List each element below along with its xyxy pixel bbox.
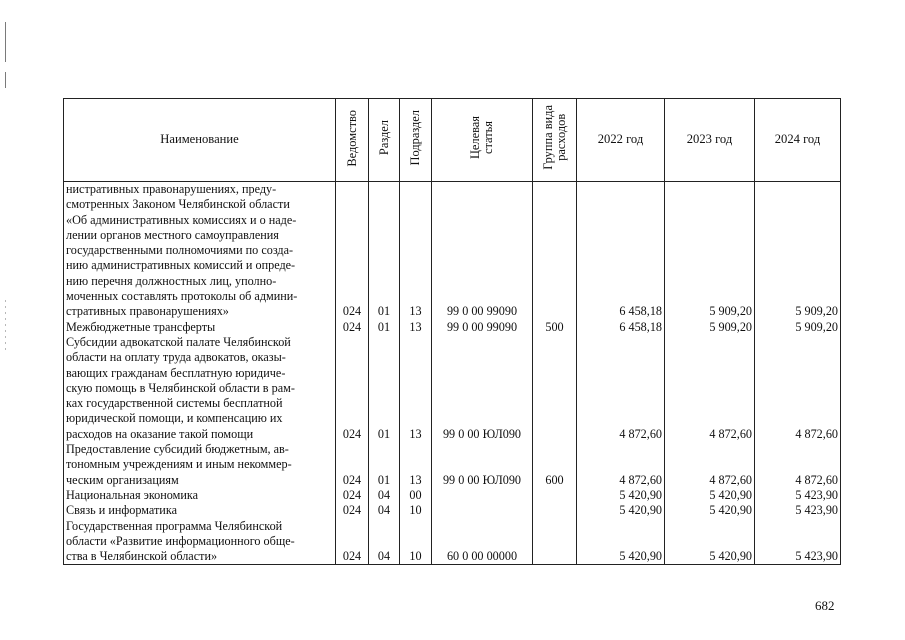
cell-razdel: 04 bbox=[369, 519, 400, 565]
cell-name-line: Национальная экономика bbox=[66, 487, 199, 502]
cell-vedomstvo: 024 bbox=[336, 182, 369, 320]
cell-2024: 4 872,60 bbox=[755, 335, 841, 442]
cell-2023: 5 909,20 bbox=[665, 320, 755, 335]
cell-razdel: 01 bbox=[369, 182, 400, 320]
table-row bbox=[64, 335, 841, 442]
cell-2022: 6 458,18 bbox=[577, 320, 665, 335]
cell-2024: 5 423,90 bbox=[755, 488, 841, 503]
cell-2023: 5 420,90 bbox=[665, 488, 755, 503]
cell-gruppa-vida bbox=[533, 503, 577, 518]
cell-celevaya-statya bbox=[432, 503, 533, 518]
cell-name bbox=[64, 320, 336, 335]
cell-name bbox=[64, 503, 336, 518]
header-row bbox=[64, 99, 841, 182]
table-row bbox=[64, 182, 841, 320]
cell-name-line: скую помощь в Челябинской области в рам- bbox=[66, 380, 295, 395]
cell-vedomstvo: 024 bbox=[336, 320, 369, 335]
cell-name-line: Межбюджетные трансферты bbox=[66, 319, 216, 334]
table-row bbox=[64, 320, 841, 335]
table-row bbox=[64, 442, 841, 488]
cell-name-line: области «Развитие информационного обще- bbox=[66, 533, 295, 548]
cell-2023: 5 420,90 bbox=[665, 503, 755, 518]
page-number: 682 bbox=[815, 598, 835, 613]
cell-name bbox=[64, 335, 336, 442]
scan-edge-mark bbox=[5, 22, 6, 62]
cell-podrazdel: 13 bbox=[400, 335, 432, 442]
cell-name-line: тономным учреждениям и иным некоммер- bbox=[66, 457, 292, 472]
cell-podrazdel: 00 bbox=[400, 488, 432, 503]
cell-2022: 5 420,90 bbox=[577, 488, 665, 503]
cell-celevaya-statya: 99 0 00 99090 bbox=[432, 320, 533, 335]
cell-name-line: стративных правонарушениях» bbox=[66, 304, 229, 319]
cell-podrazdel: 13 bbox=[400, 442, 432, 488]
cell-2023: 4 872,60 bbox=[665, 442, 755, 488]
cell-name-line: нистративных правонарушениях, преду- bbox=[66, 182, 277, 196]
cell-name-line: нию перечня должностных лиц, уполно- bbox=[66, 273, 277, 288]
cell-name-line: нию административных комиссий и опреде- bbox=[66, 258, 296, 273]
cell-gruppa-vida: 600 bbox=[533, 442, 577, 488]
cell-2024: 5 423,90 bbox=[755, 519, 841, 565]
cell-celevaya-statya: 99 0 00 ЮЛ090 bbox=[432, 442, 533, 488]
scan-edge-mark bbox=[5, 72, 6, 88]
cell-razdel: 01 bbox=[369, 442, 400, 488]
cell-name-line: государственными полномочиями по созда- bbox=[66, 243, 294, 258]
cell-name bbox=[64, 519, 336, 565]
header-2022: 2022 год bbox=[577, 99, 665, 182]
cell-podrazdel: 10 bbox=[400, 519, 432, 565]
cell-2023: 5 909,20 bbox=[665, 182, 755, 320]
cell-2023: 5 420,90 bbox=[665, 519, 755, 565]
cell-gruppa-vida bbox=[533, 519, 577, 565]
cell-2022: 4 872,60 bbox=[577, 442, 665, 488]
cell-celevaya-statya: 99 0 00 ЮЛ090 bbox=[432, 335, 533, 442]
scan-edge-dots bbox=[5, 300, 6, 352]
cell-name bbox=[64, 442, 336, 488]
cell-name-line: Связь и информатика bbox=[66, 503, 177, 518]
cell-name-line: ческим организациям bbox=[66, 472, 179, 487]
cell-name-line: Предоставление субсидий бюджетным, ав- bbox=[66, 442, 289, 457]
table-row bbox=[64, 519, 841, 565]
cell-vedomstvo: 024 bbox=[336, 442, 369, 488]
cell-vedomstvo: 024 bbox=[336, 488, 369, 503]
header-gruppa-vida: Группа вида расходов bbox=[533, 99, 577, 182]
cell-celevaya-statya: 99 0 00 99090 bbox=[432, 182, 533, 320]
cell-name-line: лении органов местного самоуправления bbox=[66, 227, 279, 242]
cell-vedomstvo: 024 bbox=[336, 335, 369, 442]
cell-razdel: 04 bbox=[369, 488, 400, 503]
cell-name-line: «Об административных комиссиях и о наде- bbox=[66, 212, 297, 227]
cell-razdel: 01 bbox=[369, 320, 400, 335]
cell-name-line: смотренных Законом Челябинской области bbox=[66, 197, 290, 212]
cell-name-line: ках государственной системы бесплатной bbox=[66, 396, 283, 411]
cell-name-line: моченных составлять протоколы об админи- bbox=[66, 289, 298, 304]
cell-vedomstvo: 024 bbox=[336, 519, 369, 565]
cell-gruppa-vida bbox=[533, 488, 577, 503]
header-vedomstvo: Ведомство bbox=[336, 99, 369, 182]
cell-2024: 5 909,20 bbox=[755, 182, 841, 320]
cell-name-line: ства в Челябинской области» bbox=[66, 549, 218, 564]
cell-podrazdel: 13 bbox=[400, 320, 432, 335]
cell-name-line: юридической помощи, и компенсацию их bbox=[66, 411, 283, 426]
cell-2024: 4 872,60 bbox=[755, 442, 841, 488]
header-celevaya-statya: Целевая статья bbox=[432, 99, 533, 182]
cell-2022: 6 458,18 bbox=[577, 182, 665, 320]
header-razdel: Раздел bbox=[369, 99, 400, 182]
header-podrazdel: Подраздел bbox=[400, 99, 432, 182]
cell-name-line: расходов на оказание такой помощи bbox=[66, 426, 254, 441]
cell-celevaya-statya: 60 0 00 00000 bbox=[432, 519, 533, 565]
table-row bbox=[64, 488, 841, 503]
cell-2023: 4 872,60 bbox=[665, 335, 755, 442]
cell-2022: 5 420,90 bbox=[577, 519, 665, 565]
cell-name-line: вающих гражданам бесплатную юридиче- bbox=[66, 365, 286, 380]
cell-podrazdel: 10 bbox=[400, 503, 432, 518]
cell-2022: 4 872,60 bbox=[577, 335, 665, 442]
cell-vedomstvo: 024 bbox=[336, 503, 369, 518]
cell-name bbox=[64, 488, 336, 503]
cell-2024: 5 423,90 bbox=[755, 503, 841, 518]
cell-gruppa-vida bbox=[533, 182, 577, 320]
header-name: Наименование bbox=[64, 99, 336, 182]
cell-name-line: Субсидии адвокатской палате Челябинской bbox=[66, 334, 291, 349]
cell-gruppa-vida bbox=[533, 335, 577, 442]
header-2023: 2023 год bbox=[665, 99, 755, 182]
table-row bbox=[64, 503, 841, 518]
cell-2024: 5 909,20 bbox=[755, 320, 841, 335]
cell-name bbox=[64, 182, 336, 320]
cell-razdel: 01 bbox=[369, 335, 400, 442]
cell-name-line: области на оплату труда адвокатов, оказы- bbox=[66, 350, 286, 365]
cell-2022: 5 420,90 bbox=[577, 503, 665, 518]
cell-name-line: Государственная программа Челябинской bbox=[66, 518, 283, 533]
budget-table bbox=[63, 98, 841, 565]
cell-celevaya-statya bbox=[432, 488, 533, 503]
cell-razdel: 04 bbox=[369, 503, 400, 518]
header-2024: 2024 год bbox=[755, 99, 841, 182]
cell-gruppa-vida: 500 bbox=[533, 320, 577, 335]
cell-podrazdel: 13 bbox=[400, 182, 432, 320]
